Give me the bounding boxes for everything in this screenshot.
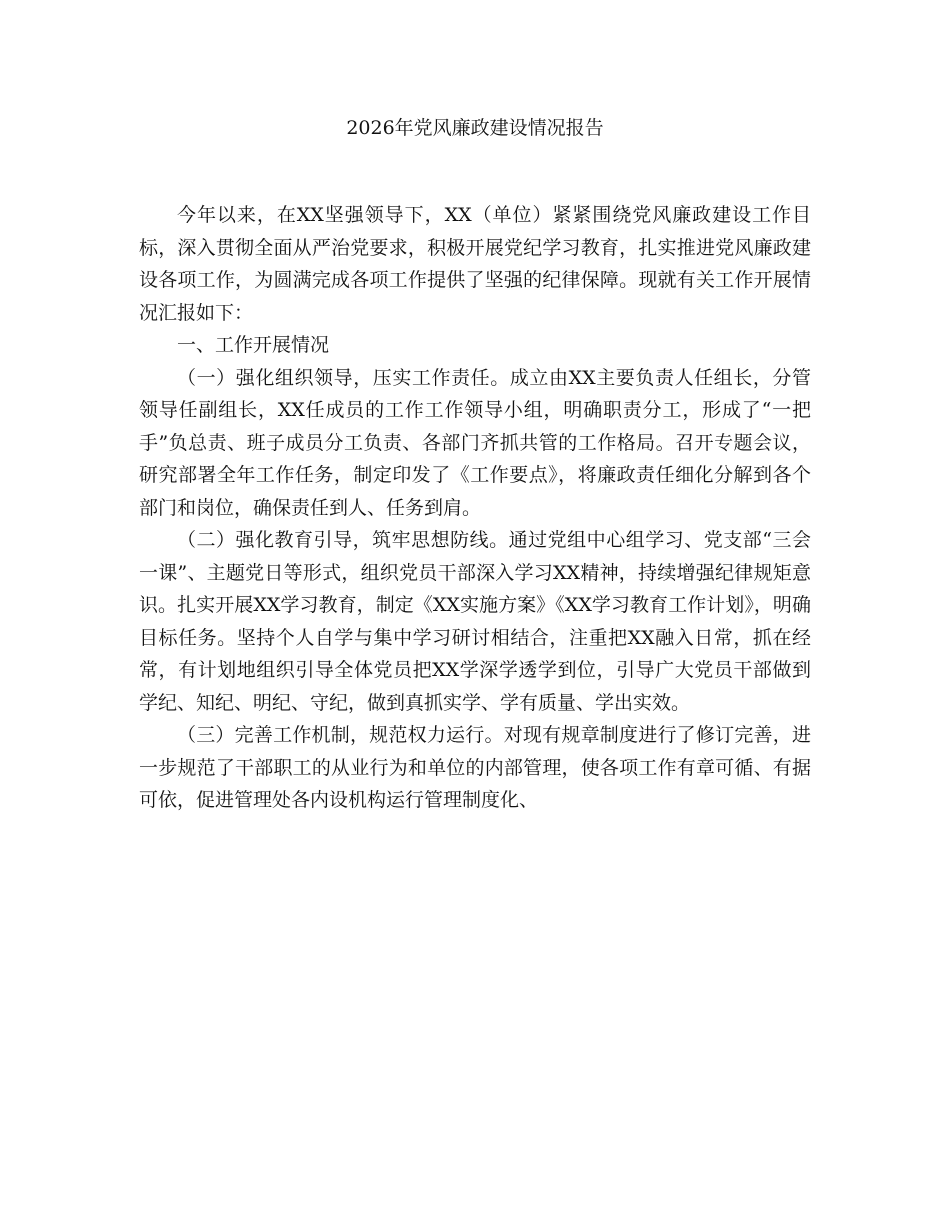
document-title: 2026年党风廉政建设情况报告 [346,117,604,139]
intro-paragraph: 今年以来，在XX坚强领导下，XX（单位）紧紧围绕党风廉政建设工作目标，深入贯彻全面从严治党要求，积极开展党纪学习教育，扎实推进党风廉政建设各项工作，为圆满完成各项工作提供了坚强的纪律保障。现就有关工作开展情况汇报如下： [139,204,811,324]
body-paragraph: （二）强化教育引导，筑牢思想防线。通过党组中心组学习、党支部“三会一课”、主题党日等形式，组织党员干部深入学习XX精神，持续增强纪律规矩意识。扎实开展XX学习教育，制定《XX实施方案》《XX学习教育工作计划》，明确目标任务。坚持个人自学与集中学习研讨相结合，注重把XX融入日常，抓在经常，有计划地组织引导全体党员把XX学深学透学到位，引导广大党员干部做到学纪、知纪、明纪、守纪，做到真抓实学、学有质量、学出实效。 [139,529,811,714]
document-body [139,199,811,817]
section-heading: 一、工作开展情况 [177,334,330,356]
body-paragraph: （三）完善工作机制，规范权力运行。对现有规章制度进行了修订完善，进一步规范了干部职工的从业行为和单位的内部管理，使各项工作有章可循、有据可依，促进管理处各内设机构运行管理制度化、 [139,724,811,811]
body-paragraph: （一）强化组织领导，压实工作责任。成立由XX主要负责人任组长，分管领导任副组长，XX任成员的工作工作领导小组，明确职责分工，形成了“一把手”负总责、班子成员分工负责、各部门齐抓共管的工作格局。召开专题会议，研究部署全年工作任务，制定印发了《工作要点》，将廉政责任细化分解到各个部门和岗位，确保责任到人、任务到肩。 [139,366,811,519]
